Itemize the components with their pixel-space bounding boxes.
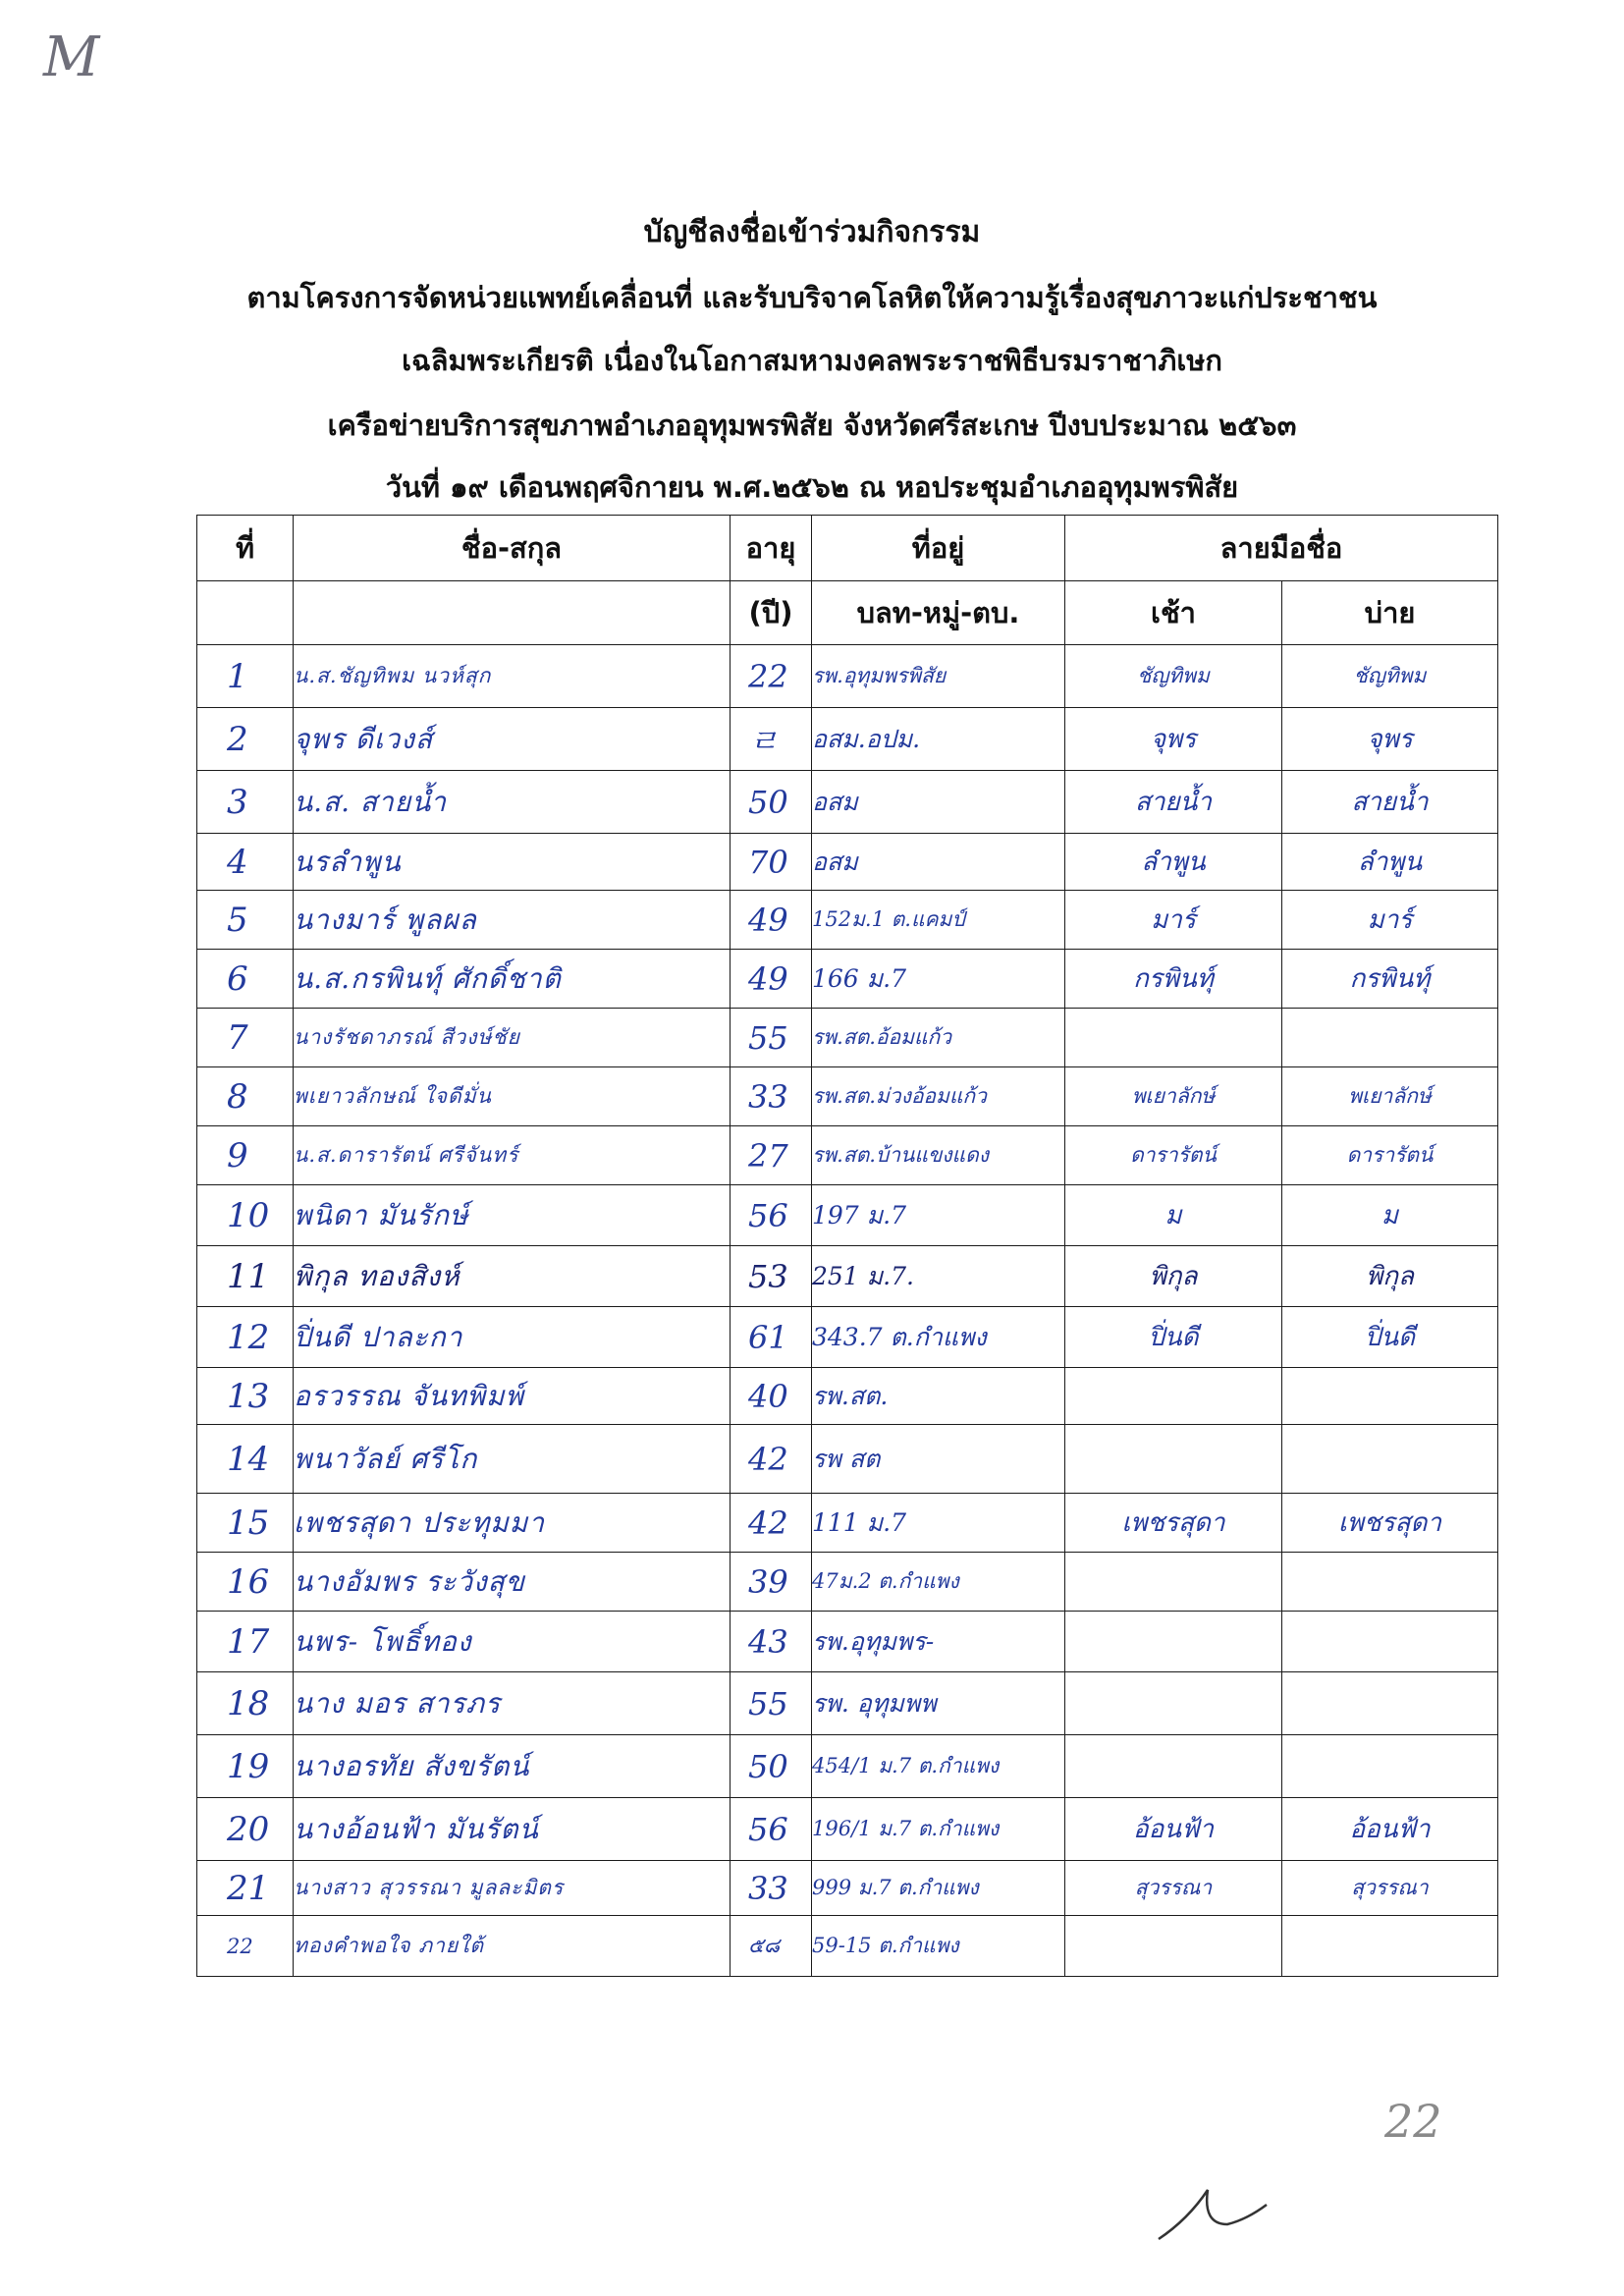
- row-name: พนาวัลย์ ศรีโก: [294, 1425, 731, 1494]
- row-index: 17: [197, 1612, 294, 1672]
- row-sign-afternoon: [1282, 1553, 1498, 1612]
- table-row: [197, 1425, 1498, 1494]
- row-address: รพ.สต.บ้านแขงแดง: [812, 1126, 1065, 1185]
- row-sign-morning: [1065, 1916, 1282, 1977]
- row-sign-morning: [1065, 1425, 1282, 1494]
- row-name: นางมาร์ พูลผล: [294, 891, 731, 950]
- row-sign-afternoon: [1282, 1009, 1498, 1067]
- title-line-5: วันที่ ๑๙ เดือนพฤศจิกายน พ.ศ.๒๕๖๒ ณ หอประชุมอำเภออุทุมพรพิสัย: [385, 470, 1239, 504]
- row-sign-afternoon: สายน้ำ: [1282, 771, 1498, 834]
- row-index: 19: [197, 1735, 294, 1798]
- row-sign-morning: [1065, 1553, 1282, 1612]
- row-index: 21: [197, 1861, 294, 1916]
- row-address: 454/1 ม.7 ต.กำแพง: [812, 1735, 1065, 1798]
- attendance-rows: [197, 645, 1498, 1977]
- row-sign-morning: พิกุล: [1065, 1246, 1282, 1307]
- table-row: [197, 708, 1498, 771]
- table-row: [197, 1009, 1498, 1067]
- row-age: ㄹ: [731, 708, 812, 771]
- row-age: 39: [731, 1553, 812, 1612]
- row-sign-afternoon: ดารารัตน์: [1282, 1126, 1498, 1185]
- row-index: 9: [197, 1126, 294, 1185]
- row-sign-morning: กรพินทุ์: [1065, 950, 1282, 1009]
- row-sign-morning: สายน้ำ: [1065, 771, 1282, 834]
- row-sign-afternoon: อ้อนฟ้า: [1282, 1798, 1498, 1861]
- row-address: รพ. อุทุมพพ: [812, 1672, 1065, 1735]
- row-index: 22: [197, 1916, 294, 1977]
- row-age: 50: [731, 771, 812, 834]
- row-index: 12: [197, 1307, 294, 1368]
- corner-mark: M: [43, 26, 100, 89]
- row-sign-morning: ปิ่นดี: [1065, 1307, 1282, 1368]
- row-index: 20: [197, 1798, 294, 1861]
- row-name: อรวรรณ จันทพิมพ์: [294, 1368, 731, 1425]
- title-line-3: เฉลิมพระเกียรติ เนื่องในโอกาสมหามงคลพระราชพิธีบรมราชาภิเษก: [402, 344, 1222, 377]
- table-row: [197, 645, 1498, 708]
- row-age: 55: [731, 1009, 812, 1067]
- table-row: [197, 1126, 1498, 1185]
- row-name: พนิดา มันรักษ์: [294, 1185, 731, 1246]
- row-name: น.ส. สายน้ำ: [294, 771, 731, 834]
- row-sign-afternoon: ปิ่นดี: [1282, 1307, 1498, 1368]
- row-index: 4: [197, 834, 294, 891]
- row-address: รพ.สต.: [812, 1368, 1065, 1425]
- row-index: 16: [197, 1553, 294, 1612]
- row-address: 197 ม.7: [812, 1185, 1065, 1246]
- row-age: 43: [731, 1612, 812, 1672]
- table-row: [197, 834, 1498, 891]
- table-row: [197, 1916, 1498, 1977]
- row-name: นางอัมพร ระวังสุข: [294, 1553, 731, 1612]
- header-age-unit: (ปี): [731, 581, 812, 645]
- row-sign-afternoon: สุวรรณา: [1282, 1861, 1498, 1916]
- row-sign-morning: ดารารัตน์: [1065, 1126, 1282, 1185]
- row-age: 56: [731, 1798, 812, 1861]
- row-age: 33: [731, 1861, 812, 1916]
- title-line-4: เครือข่ายบริการสุขภาพอำเภออุทุมพรพิสัย จังหวัดศรีสะเกษ ปีงบประมาณ ๒๕๖๓: [327, 409, 1297, 442]
- row-sign-afternoon: [1282, 1368, 1498, 1425]
- row-index: 13: [197, 1368, 294, 1425]
- row-sign-afternoon: ชัญทิพม: [1282, 645, 1498, 708]
- row-age: 33: [731, 1067, 812, 1126]
- table-row: [197, 1067, 1498, 1126]
- row-name: นางอรทัย สังขรัตน์: [294, 1735, 731, 1798]
- row-sign-afternoon: [1282, 1916, 1498, 1977]
- row-index: 2: [197, 708, 294, 771]
- row-name: นางอ้อนฟ้า มันรัตน์: [294, 1798, 731, 1861]
- row-address: 196/1 ม.7 ต.กำแพง: [812, 1798, 1065, 1861]
- row-age: 50: [731, 1735, 812, 1798]
- row-address: 152ม.1 ต.แคมป์: [812, 891, 1065, 950]
- row-address: รพ.สต.ม่วงอ้อมแก้ว: [812, 1067, 1065, 1126]
- row-sign-morning: ชัญทิพม: [1065, 645, 1282, 708]
- row-sign-afternoon: จุพร: [1282, 708, 1498, 771]
- row-sign-morning: สุวรรณา: [1065, 1861, 1282, 1916]
- row-sign-afternoon: กรพินทุ์: [1282, 950, 1498, 1009]
- row-age: 49: [731, 891, 812, 950]
- row-age: ๕๘: [731, 1916, 812, 1977]
- row-age: 22: [731, 645, 812, 708]
- row-age: 42: [731, 1425, 812, 1494]
- row-sign-afternoon: [1282, 1612, 1498, 1672]
- row-sign-afternoon: [1282, 1425, 1498, 1494]
- row-address: อสม.อปม.: [812, 708, 1065, 771]
- row-sign-afternoon: เพชรสุดา: [1282, 1494, 1498, 1553]
- header-address: ที่อยู่: [812, 516, 1065, 581]
- table-row: [197, 771, 1498, 834]
- row-index: 8: [197, 1067, 294, 1126]
- row-sign-morning: [1065, 1735, 1282, 1798]
- header-index: ที่: [197, 516, 294, 581]
- row-sign-afternoon: [1282, 1735, 1498, 1798]
- row-name: นพร- โพธิ์ทอง: [294, 1612, 731, 1672]
- row-sign-afternoon: พิกุล: [1282, 1246, 1498, 1307]
- row-index: 5: [197, 891, 294, 950]
- row-age: 53: [731, 1246, 812, 1307]
- header-index-cont: [197, 581, 294, 645]
- row-address: รพ.อุทุมพร-: [812, 1612, 1065, 1672]
- table-row: [197, 1494, 1498, 1553]
- row-index: 11: [197, 1246, 294, 1307]
- row-sign-afternoon: ลำพูน: [1282, 834, 1498, 891]
- row-age: 56: [731, 1185, 812, 1246]
- row-index: 15: [197, 1494, 294, 1553]
- table-row: [197, 1735, 1498, 1798]
- row-address: อสม: [812, 771, 1065, 834]
- row-index: 18: [197, 1672, 294, 1735]
- table-row: [197, 950, 1498, 1009]
- row-name: เพชรสุดา ประทุมมา: [294, 1494, 731, 1553]
- attendance-table: [196, 515, 1498, 1977]
- row-address: รพ.สต.อ้อมแก้ว: [812, 1009, 1065, 1067]
- row-name: พิกุล ทองสิงห์: [294, 1246, 731, 1307]
- row-sign-afternoon: [1282, 1672, 1498, 1735]
- header-name-cont: [294, 581, 731, 645]
- row-index: 1: [197, 645, 294, 708]
- header-afternoon: บ่าย: [1282, 581, 1498, 645]
- row-name: นาง มอร สารภร: [294, 1672, 731, 1735]
- row-index: 6: [197, 950, 294, 1009]
- row-sign-morning: มาร์: [1065, 891, 1282, 950]
- row-age: 49: [731, 950, 812, 1009]
- row-sign-morning: [1065, 1368, 1282, 1425]
- row-age: 42: [731, 1494, 812, 1553]
- row-age: 40: [731, 1368, 812, 1425]
- row-age: 55: [731, 1672, 812, 1735]
- row-sign-morning: [1065, 1612, 1282, 1672]
- table-row: [197, 1368, 1498, 1425]
- row-address: 166 ม.7: [812, 950, 1065, 1009]
- row-index: 14: [197, 1425, 294, 1494]
- row-sign-morning: ลำพูน: [1065, 834, 1282, 891]
- row-address: รพ สต: [812, 1425, 1065, 1494]
- row-name: จุพร ดีเวงส์: [294, 708, 731, 771]
- row-index: 3: [197, 771, 294, 834]
- row-name: พเยาวลักษณ์ ใจดีมั่น: [294, 1067, 731, 1126]
- row-name: นางรัชดาภรณ์ สีวงษ์ชัย: [294, 1009, 731, 1067]
- table-row: [197, 1307, 1498, 1368]
- row-address: 111 ม.7: [812, 1494, 1065, 1553]
- table-row: [197, 1798, 1498, 1861]
- row-name: นางสาว สุวรรณา มูลละมิตร: [294, 1861, 731, 1916]
- row-sign-morning: จุพร: [1065, 708, 1282, 771]
- row-sign-morning: อ้อนฟ้า: [1065, 1798, 1282, 1861]
- row-name: น.ส.ชัญทิพม นวห์สุก: [294, 645, 731, 708]
- row-address: รพ.อุทุมพรพิสัย: [812, 645, 1065, 708]
- row-address: 47ม.2 ต.กำแพง: [812, 1553, 1065, 1612]
- row-sign-afternoon: มาร์: [1282, 891, 1498, 950]
- row-age: 61: [731, 1307, 812, 1368]
- header-address-sub: บลท-หมู่-ตบ.: [812, 581, 1065, 645]
- table-row: [197, 1861, 1498, 1916]
- table-row: [197, 1612, 1498, 1672]
- row-index: 7: [197, 1009, 294, 1067]
- row-sign-morning: [1065, 1672, 1282, 1735]
- page-number: 22: [1384, 2095, 1442, 2148]
- row-address: อสม: [812, 834, 1065, 891]
- table-row: [197, 1185, 1498, 1246]
- row-sign-afternoon: ม: [1282, 1185, 1498, 1246]
- row-name: น.ส.กรพินทุ์ ศักดิ์ชาติ: [294, 950, 731, 1009]
- row-sign-morning: ม: [1065, 1185, 1282, 1246]
- row-name: ทองคำพอใจ ภายใต้: [294, 1916, 731, 1977]
- table-row: [197, 1672, 1498, 1735]
- row-address: 251 ม.7.: [812, 1246, 1065, 1307]
- title-line-1: บัญชีลงชื่อเข้าร่วมกิจกรรม: [643, 215, 981, 249]
- row-age: 70: [731, 834, 812, 891]
- row-index: 10: [197, 1185, 294, 1246]
- row-name: น.ส.ดารารัตน์ ศรีจันทร์: [294, 1126, 731, 1185]
- row-sign-morning: [1065, 1009, 1282, 1067]
- header-name: ชื่อ-สกุล: [294, 516, 731, 581]
- initials-mark: [1149, 2170, 1276, 2259]
- row-sign-morning: พเยาลักษ์: [1065, 1067, 1282, 1126]
- title-line-2: ตามโครงการจัดหน่วยแพทย์เคลื่อนที่ และรับบริจาคโลหิตให้ความรู้เรื่องสุขภาวะแก่ประชาชน: [246, 281, 1378, 314]
- table-row: [197, 891, 1498, 950]
- table-row: [197, 1246, 1498, 1307]
- row-address: 999 ม.7 ต.กำแพง: [812, 1861, 1065, 1916]
- header-signature: ลายมือชื่อ: [1065, 516, 1498, 581]
- row-age: 27: [731, 1126, 812, 1185]
- header-morning: เช้า: [1065, 581, 1282, 645]
- row-sign-morning: เพชรสุดา: [1065, 1494, 1282, 1553]
- row-sign-afternoon: พเยาลักษ์: [1282, 1067, 1498, 1126]
- row-name: นรลำพูน: [294, 834, 731, 891]
- row-address: 343.7 ต.กำแพง: [812, 1307, 1065, 1368]
- header-age: อายุ: [731, 516, 812, 581]
- row-address: 59-15 ต.กำแพง: [812, 1916, 1065, 1977]
- row-name: ปิ่นดี ปาละกา: [294, 1307, 731, 1368]
- table-row: [197, 1553, 1498, 1612]
